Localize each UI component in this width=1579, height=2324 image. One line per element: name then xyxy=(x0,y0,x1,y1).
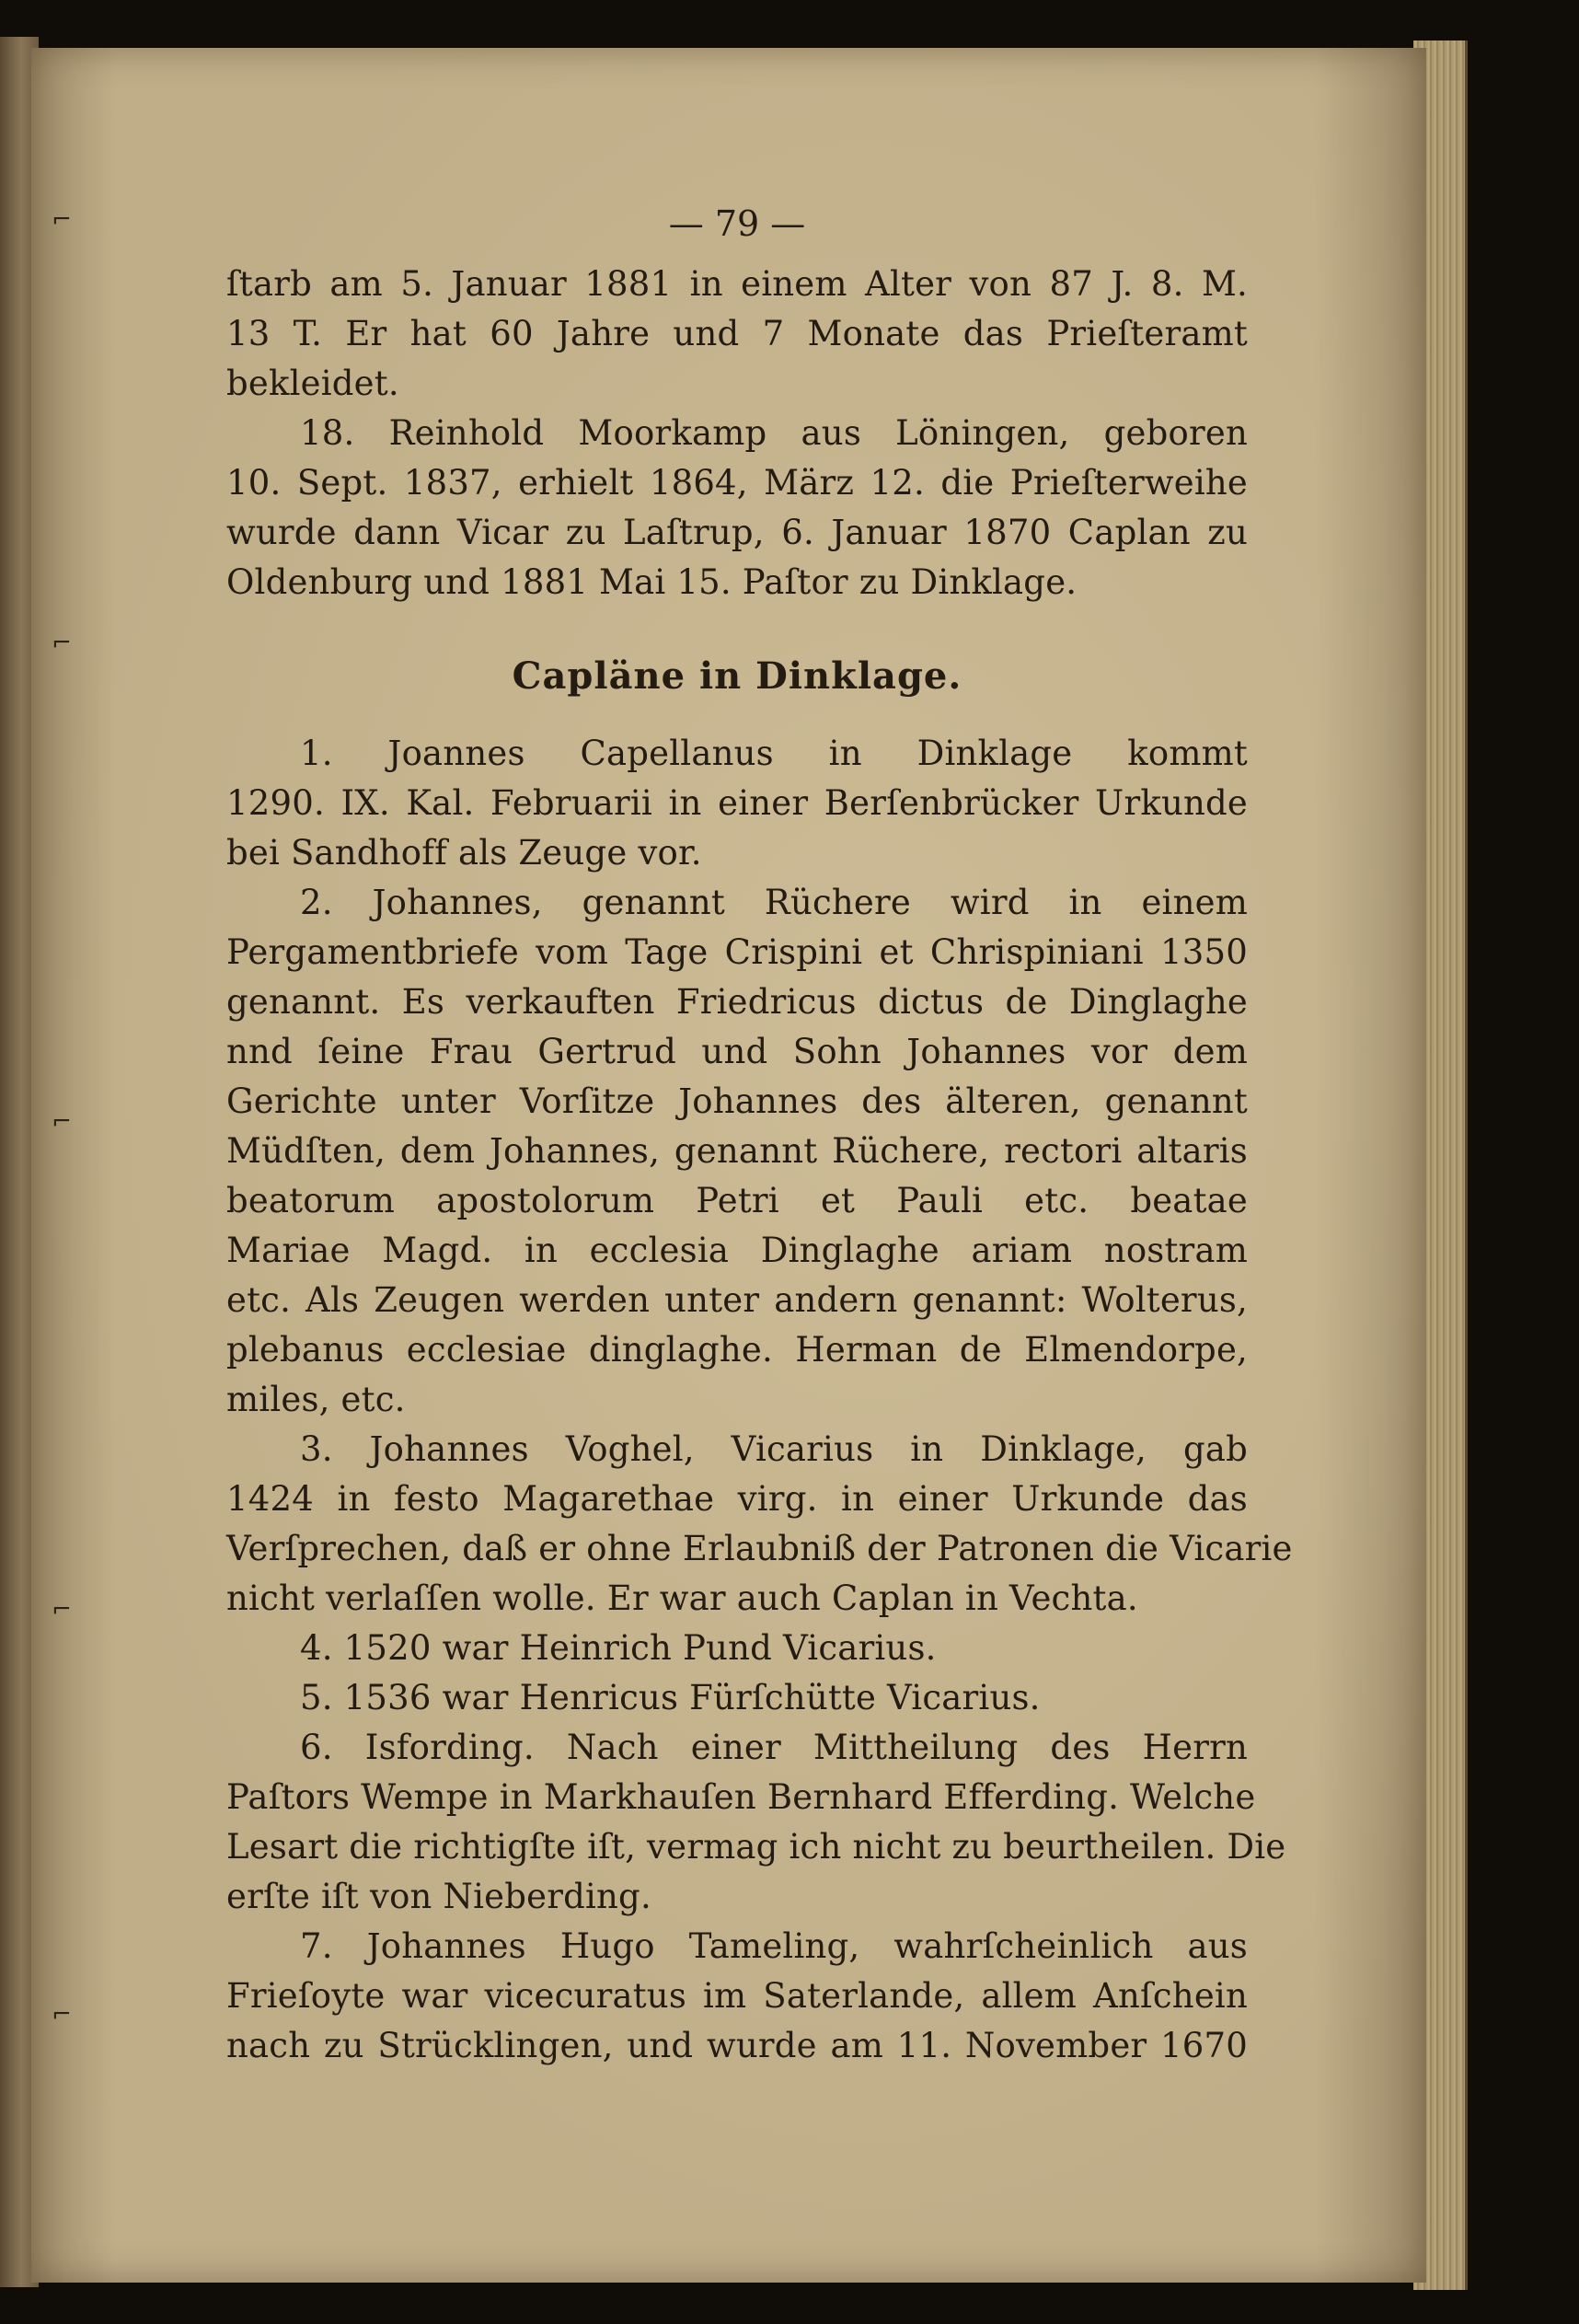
text-line: wurde dann Vicar zu Laſtrup, 6. Januar 1870 Caplan zu xyxy=(226,513,1248,552)
text-line: genannt. Es verkauften Friedricus dictus de Dinglaghe xyxy=(226,982,1248,1022)
gutter-mark: ⌐ xyxy=(52,206,72,234)
text-line: plebanus ecclesiae dinglaghe. Herman de Elmendorpe, xyxy=(226,1330,1248,1370)
text-line: 7. Johannes Hugo Tameling, wahrſcheinlich aus xyxy=(300,1926,1248,1966)
text-line: 13 T. Er hat 60 Jahre und 7 Monate das Prieſteramt xyxy=(226,314,1248,353)
gutter-mark: ⌐ xyxy=(52,630,72,657)
section-heading: Capläne in Dinklage. xyxy=(512,654,962,698)
text-line: nach zu Strücklingen, und wurde am 11. November 1670 xyxy=(226,2026,1248,2065)
text-line: 5. 1536 war Henricus Fürſchütte Vicarius. xyxy=(300,1678,1041,1717)
gutter-mark: ⌐ xyxy=(52,1108,72,1136)
text-line: 18. Reinhold Moorkamp aus Löningen, geboren xyxy=(300,413,1248,453)
page-text-block xyxy=(226,195,1293,2071)
text-line: 3. Johannes Voghel, Vicarius in Dinklage, gab xyxy=(300,1429,1248,1469)
text-line: ſtarb am 5. Januar 1881 in einem Alter von 87 J. 8. M. xyxy=(226,264,1248,304)
text-line: 1290. IX. Kal. Februarii in einer Berſenbrücker Urkunde xyxy=(226,783,1248,823)
text-line: Mariae Magd. in ecclesia Dinglaghe ariam nostram xyxy=(226,1231,1248,1270)
text-line: 4. 1520 war Heinrich Pund Vicarius. xyxy=(300,1628,937,1668)
text-line: Frieſoyte war vicecuratus im Saterlande, allem Anſchein xyxy=(226,1976,1248,2016)
text-line: Müdſten, dem Johannes, genannt Rüchere, rectori altaris xyxy=(226,1131,1248,1171)
text-line: 2. Johannes, genannt Rüchere wird in einem xyxy=(300,883,1248,922)
gutter-mark: ⌐ xyxy=(52,2001,72,2029)
text-line: Oldenburg und 1881 Mai 15. Paſtor zu Dinklage. xyxy=(226,562,1078,602)
page-number: — 79 — xyxy=(668,203,806,244)
text-line: Paſtors Wempe in Markhauſen Bernhard Efferding. Welche xyxy=(226,1777,1256,1817)
text-line: 1424 in festo Magarethae virg. in einer Urkunde das xyxy=(226,1479,1248,1519)
text-line: Verſprechen, daß er ohne Erlaubniß der Patronen die Vicarie xyxy=(226,1529,1293,1568)
book-page xyxy=(31,48,1426,2283)
gutter-mark: ⌐ xyxy=(52,1596,72,1624)
text-line: bei Sandhoff als Zeuge vor. xyxy=(226,833,702,873)
text-line: erſte iſt von Nieberding. xyxy=(226,1877,651,1916)
text-line: Lesart die richtigſte iſt, vermag ich nicht zu beurtheilen. Die xyxy=(226,1827,1286,1867)
text-line: beatorum apostolorum Petri et Pauli etc. beatae xyxy=(226,1181,1248,1220)
text-line: nnd ſeine Frau Gertrud und Sohn Johannes vor dem xyxy=(226,1032,1248,1071)
text-line: 6. Isfording. Nach einer Mittheilung des Herrn xyxy=(300,1728,1248,1767)
text-line: 10. Sept. 1837, erhielt 1864, März 12. die Prieſterweihe xyxy=(226,463,1248,503)
text-line: 1. Joannes Capellanus in Dinklage kommt xyxy=(300,734,1248,773)
text-line: miles, etc. xyxy=(226,1380,406,1419)
text-line: bekleidet. xyxy=(226,364,399,403)
text-line: etc. Als Zeugen werden unter andern genannt: Wolterus, xyxy=(226,1280,1248,1320)
text-line: Pergamentbriefe vom Tage Crispini et Chrispiniani 1350 xyxy=(226,932,1248,972)
text-line: Gerichte unter Vorſitze Johannes des älteren, genannt xyxy=(226,1081,1248,1121)
text-line: nicht verlaſſen wolle. Er war auch Caplan in Vechta. xyxy=(226,1578,1138,1618)
